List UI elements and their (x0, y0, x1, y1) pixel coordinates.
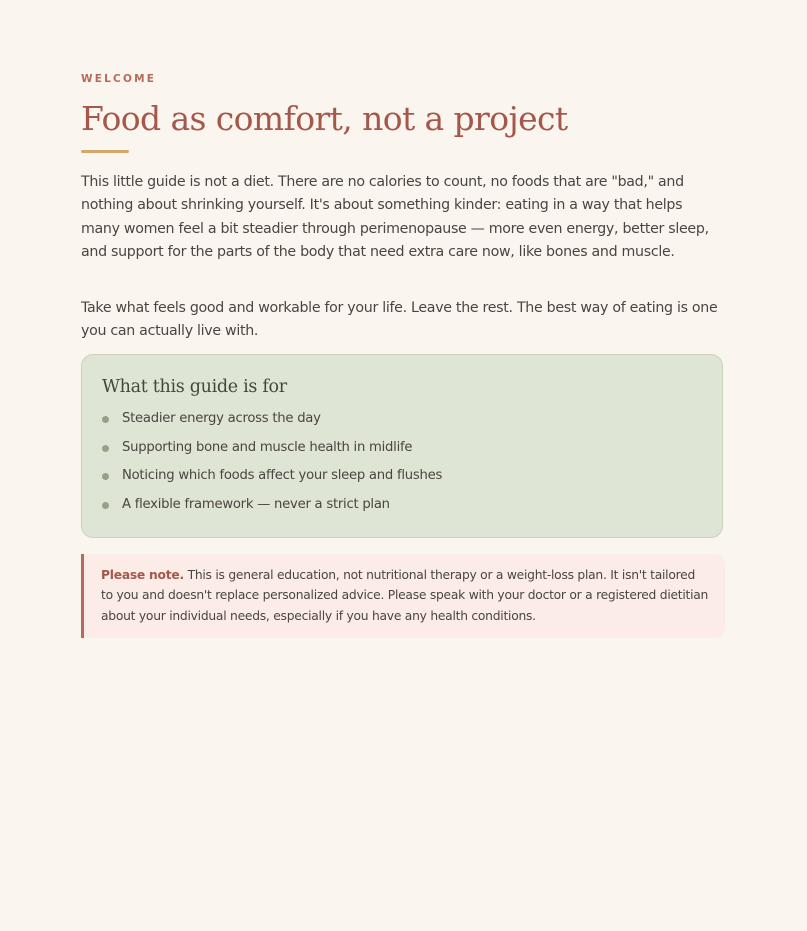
list-item-label: Noticing which foods affect your sleep and flushes (122, 468, 443, 483)
list-item (102, 436, 442, 465)
disclaimer-body: This is general education, not nutritional therapy or a weight-loss plan. It isn't tailored to you and doesn't replace personalized advice. Please speak with your doctor or a registered dietitian about your individual needs, especially if you have any health conditions. (101, 568, 709, 623)
title-divider (81, 150, 129, 153)
page-title: Food as comfort, not a project (81, 99, 568, 138)
bullet-dot-icon (102, 502, 109, 509)
guide-purpose-card (81, 354, 723, 538)
list-item-label: Steadier energy across the day (122, 411, 321, 426)
purpose-card-title: What this guide is for (102, 377, 287, 397)
purpose-list (102, 407, 442, 521)
disclaimer-note (81, 554, 725, 638)
list-item-label: Supporting bone and muscle health in midlife (122, 439, 413, 455)
list-item (102, 493, 442, 522)
bullet-dot-icon (102, 445, 109, 452)
intro-paragraph: Take what feels good and workable for your life. Leave the rest. The best way of eating is one you can actually live with. (81, 300, 718, 340)
list-item (102, 464, 442, 493)
section-eyebrow: WELCOME (81, 73, 157, 85)
disclaimer-text (101, 565, 709, 626)
bullet-dot-icon (102, 416, 109, 423)
list-item (102, 407, 442, 436)
disclaimer-label: Please note. (101, 568, 184, 582)
bullet-dot-icon (102, 473, 109, 480)
list-item-label: A flexible framework — never a strict plan (122, 496, 390, 512)
intro-paragraph: This little guide is not a diet. There are no calories to count, no foods that are "bad," and nothing about shrinking yourself. It's about something kinder: eating in a way that helps many women feel a bit steadier through perimenopause — more even energy, better sleep, and support for the parts of the body that need extra care now, like bones and muscle. (81, 174, 709, 261)
